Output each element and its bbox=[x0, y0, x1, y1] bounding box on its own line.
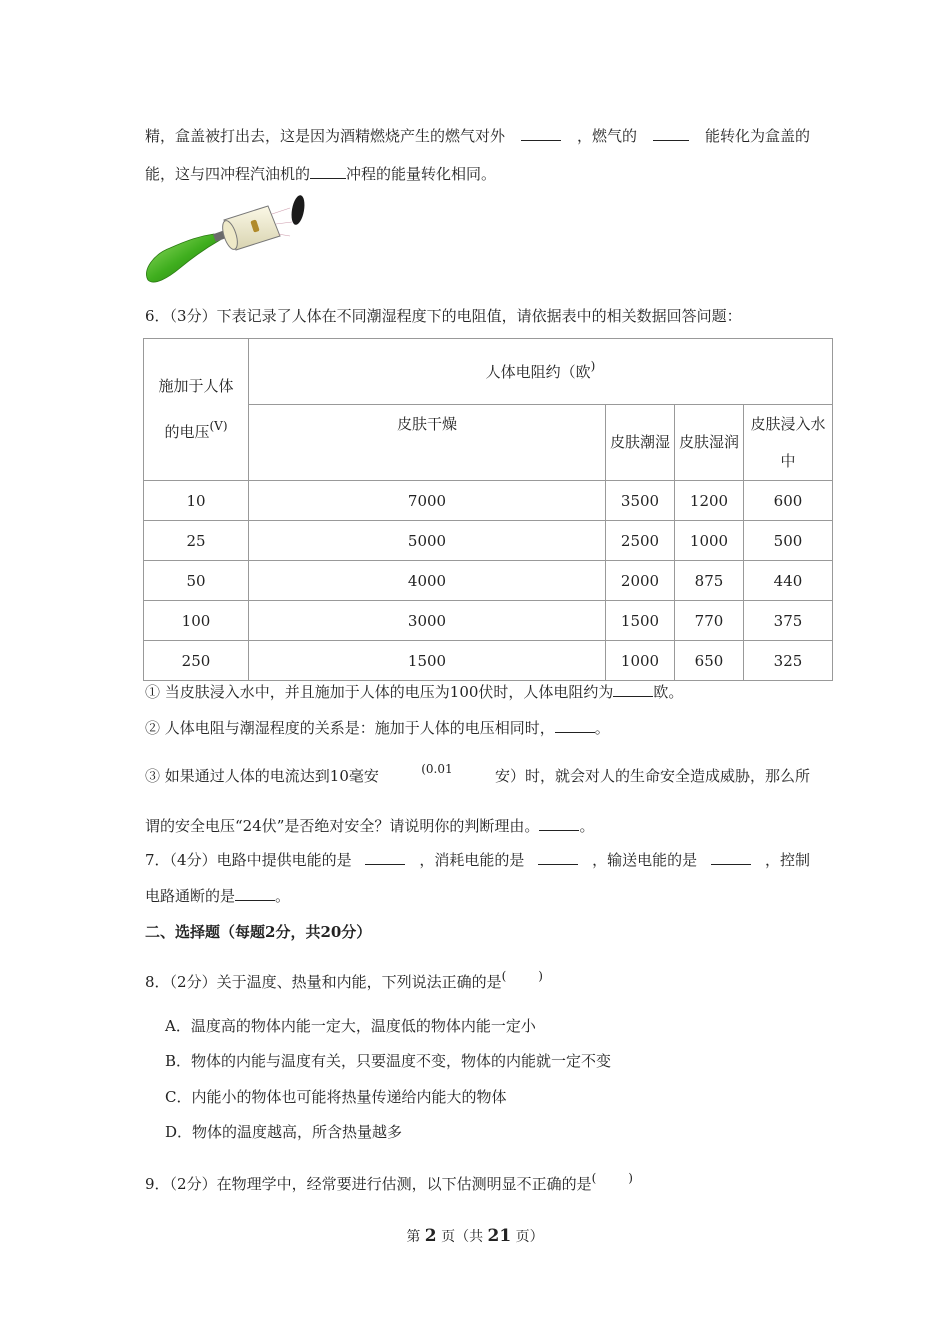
q7-text-e: 电路通断的是 bbox=[145, 887, 236, 905]
cell-immersed: 375 bbox=[744, 601, 833, 641]
q7-text-f: 。 bbox=[275, 887, 291, 905]
footer-mid: 页（共 bbox=[441, 1229, 484, 1245]
cell-immersed: 440 bbox=[744, 561, 833, 601]
cell-voltage: 50 bbox=[144, 561, 249, 601]
page-footer bbox=[0, 1226, 950, 1246]
header-resistance bbox=[249, 339, 833, 405]
header-voltage bbox=[144, 339, 249, 481]
q9-stem-text: 9．（2分）在物理学中，经常要进行估测，以下估测明显不正确的是 bbox=[145, 1175, 592, 1193]
q6-sub-2 bbox=[145, 718, 810, 738]
header-voltage-line1: 施加于人体 bbox=[158, 377, 234, 395]
resistance-table bbox=[143, 338, 833, 681]
cell-dry: 5000 bbox=[249, 521, 606, 561]
q7-text-a: 7．（4分）电路中提供电能的是 bbox=[145, 851, 352, 869]
header-resistance-label: 人体电阻约（欧 bbox=[485, 363, 591, 381]
section-2-title: 二、选择题（每题2分，共20分） bbox=[145, 923, 372, 941]
q5-blank-3[interactable] bbox=[310, 164, 346, 179]
q5-blank-2[interactable] bbox=[653, 126, 689, 141]
cell-dry: 3000 bbox=[249, 601, 606, 641]
cell-voltage: 10 bbox=[144, 481, 249, 521]
q8-paren-close: ) bbox=[538, 969, 543, 983]
table-row bbox=[144, 481, 833, 521]
header-voltage-unit: (V) bbox=[209, 419, 228, 433]
cell-damp: 1000 bbox=[606, 641, 675, 681]
q6-sub1-text: ① 当皮肤浸入水中，并且施加于人体的电压为100伏时，人体电阻约为 bbox=[145, 683, 614, 701]
cell-wet: 875 bbox=[675, 561, 744, 601]
cell-voltage: 100 bbox=[144, 601, 249, 641]
cell-dry: 1500 bbox=[249, 641, 606, 681]
q7-blank-2[interactable] bbox=[538, 850, 578, 865]
q9-paren-close: ) bbox=[628, 1171, 633, 1185]
cell-damp: 1500 bbox=[606, 601, 675, 641]
q5-text-d: 能，这与四冲程汽油机的 bbox=[145, 165, 311, 183]
cell-immersed: 500 bbox=[744, 521, 833, 561]
cell-damp: 2000 bbox=[606, 561, 675, 601]
col-header-dry: 皮肤干燥 bbox=[249, 405, 606, 481]
q7-blank-3[interactable] bbox=[711, 850, 751, 865]
q6-sub-3 bbox=[145, 762, 810, 786]
q6-blank-1[interactable] bbox=[613, 682, 653, 697]
q5-text-c: 能转化为盒盖的 bbox=[704, 127, 810, 145]
q5-text-a: 精，盒盖被打出去，这是因为酒精燃烧产生的燃气对外 bbox=[145, 127, 506, 145]
q5-text-e: 冲程的能量转化相同。 bbox=[346, 165, 497, 183]
q6-sub1-unit: 欧。 bbox=[653, 683, 684, 701]
q6-sub-1 bbox=[145, 682, 810, 702]
alcohol-bottle-box-illustration bbox=[140, 192, 310, 287]
table-row bbox=[144, 561, 833, 601]
q6-sub3-sup: (0.01 bbox=[421, 762, 453, 776]
table-row bbox=[144, 641, 833, 681]
q7-line-1 bbox=[145, 850, 810, 870]
q6-stem: 6．（3分）下表记录了人体在不同潮湿程度下的电阻值，请依据表中的相关数据回答问题： bbox=[145, 307, 742, 325]
q5-text-b: ，燃气的 bbox=[576, 127, 637, 145]
q6-sub3-line2-end: 。 bbox=[579, 817, 595, 835]
q8-paren-open: ( bbox=[501, 969, 507, 983]
q6-sub3-line2-text: 谓的安全电压“24伏”是否绝对安全？请说明你的判断理由。 bbox=[145, 817, 540, 835]
cell-voltage: 250 bbox=[144, 641, 249, 681]
cell-wet: 650 bbox=[675, 641, 744, 681]
q9-paren-open: ( bbox=[591, 1171, 597, 1185]
q6-sub-3-line-2 bbox=[145, 816, 810, 836]
col-header-damp: 皮肤潮湿 bbox=[606, 405, 675, 481]
cell-damp: 2500 bbox=[606, 521, 675, 561]
q5-line-2 bbox=[145, 164, 810, 184]
cell-dry: 4000 bbox=[249, 561, 606, 601]
q7-blank-4[interactable] bbox=[235, 886, 275, 901]
q8-stem-text: 8．（2分）关于温度、热量和内能，下列说法正确的是 bbox=[145, 973, 502, 991]
cell-immersed: 325 bbox=[744, 641, 833, 681]
cell-immersed: 600 bbox=[744, 481, 833, 521]
q5-blank-1[interactable] bbox=[521, 126, 561, 141]
cell-wet: 1200 bbox=[675, 481, 744, 521]
q7-text-b: ，消耗电能的是 bbox=[419, 851, 525, 869]
cell-wet: 1000 bbox=[675, 521, 744, 561]
col-header-wet: 皮肤湿润 bbox=[675, 405, 744, 481]
q6-blank-3[interactable] bbox=[539, 816, 579, 831]
cell-damp: 3500 bbox=[606, 481, 675, 521]
q6-sub3-text-a: ③ 如果通过人体的电流达到10毫安 bbox=[145, 767, 379, 785]
q7-blank-1[interactable] bbox=[365, 850, 405, 865]
col-header-immersed: 皮肤浸入水中 bbox=[744, 405, 833, 481]
q8-option-d[interactable]: D．物体的温度越高，所含热量越多 bbox=[165, 1123, 403, 1141]
q6-sub2-end: 。 bbox=[594, 719, 610, 737]
q8-stem bbox=[145, 969, 810, 993]
q8-option-b[interactable]: B．物体的内能与温度有关，只要温度不变，物体的内能就一定不变 bbox=[165, 1052, 612, 1070]
q9-stem bbox=[145, 1171, 810, 1195]
footer-total-pages: 21 bbox=[487, 1226, 512, 1246]
footer-suffix: 页） bbox=[515, 1229, 544, 1245]
q6-sub2-text: ② 人体电阻与潮湿程度的关系是：施加于人体的电压相同时， bbox=[145, 719, 555, 737]
q6-sub3-text-b: 安）时，就会对人的生命安全造成威胁，那么所 bbox=[494, 767, 810, 785]
q7-line-2 bbox=[145, 886, 810, 906]
cell-wet: 770 bbox=[675, 601, 744, 641]
q8-option-c[interactable]: C．内能小的物体也可能将热量传递给内能大的物体 bbox=[165, 1088, 507, 1106]
q7-text-c: ，输送电能的是 bbox=[592, 851, 698, 869]
footer-prefix: 第 bbox=[406, 1229, 421, 1245]
table-row bbox=[144, 521, 833, 561]
header-voltage-line2: 的电压 bbox=[164, 423, 210, 441]
q8-option-a[interactable]: A．温度高的物体内能一定大，温度低的物体内能一定小 bbox=[165, 1017, 536, 1035]
header-resistance-close: ) bbox=[590, 359, 596, 373]
q5-line-1 bbox=[145, 126, 810, 146]
cell-voltage: 25 bbox=[144, 521, 249, 561]
table-row bbox=[144, 601, 833, 641]
q7-text-d: ，控制 bbox=[764, 851, 810, 869]
cell-dry: 7000 bbox=[249, 481, 606, 521]
footer-page-number: 2 bbox=[424, 1226, 437, 1246]
q6-blank-2[interactable] bbox=[555, 718, 595, 733]
